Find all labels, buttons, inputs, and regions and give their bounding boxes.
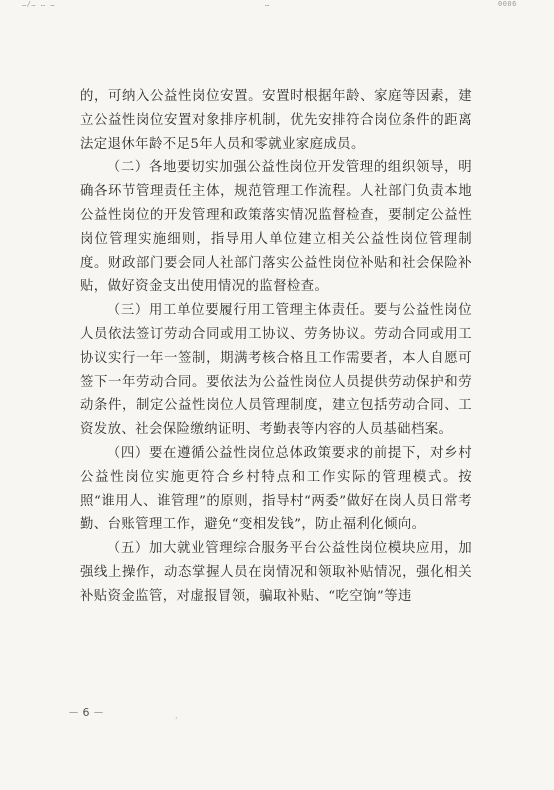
fax-header xyxy=(0,0,554,10)
page-number: － 6 － xyxy=(68,706,104,719)
fax-header-left: …/… … … xyxy=(22,0,56,8)
document-body xyxy=(80,85,472,609)
paragraph-section-4: （四）要在遵循公益性岗位总体政策要求的前提下，对乡村公益性岗位实施更符合乡村特点和工作实际的管理模式。按照“谁用人、谁管理”的原则，指导村“两委”做好在岗人员日常考勤、台账管理工作，避免“变相发钱”，防止福利化倾向。 xyxy=(80,445,472,533)
fax-header-middle: … xyxy=(265,0,270,8)
paragraph-continuation: 的，可纳入公益性岗位安置。安置时根据年龄、家庭等因素，建立公益性岗位安置对象排序机制，优先安排符合岗位条件的距离法定退休年龄不足5年人员和零就业家庭成员。 xyxy=(80,89,472,152)
scan-speck: · xyxy=(175,714,178,723)
paragraph-section-2: （二）各地要切实加强公益性岗位开发管理的组织领导，明确各环节管理责任主体，规范管理工作流程。人社部门负责本地公益性岗位的开发管理和政策落实情况监督检查，要制定公益性岗位管理实施细则，指导用人单位建立相关公益性岗位管理制度。财政部门要会同人社部门落实公益性岗位补贴和社会保险补贴，做好资金支出使用情况的监督检查。 xyxy=(80,160,472,295)
paragraph-section-5: （五）加大就业管理综合服务平台公益性岗位模块应用，加强线上操作，动态掌握人员在岗情况和领取补贴情况，强化相关补贴资金监管，对虚报冒领，骗取补贴、“吃空饷”等违 xyxy=(80,541,472,604)
paragraph-section-3: （三）用工单位要履行用工管理主体责任。要与公益性岗位人员依法签订劳动合同或用工协议、劳务协议。劳动合同或用工协议实行一年一签制，期满考核合格且工作需要者，本人自愿可签下一年劳动合同。要依法为公益性岗位人员提供劳动保护和劳动条件，制定公益性岗位人员管理制度，建立包括劳动合同、工资发放、社会保险缴纳证明、考勤表等内容的人员基础档案。 xyxy=(80,303,472,438)
fax-header-right: 0006 xyxy=(498,0,517,8)
